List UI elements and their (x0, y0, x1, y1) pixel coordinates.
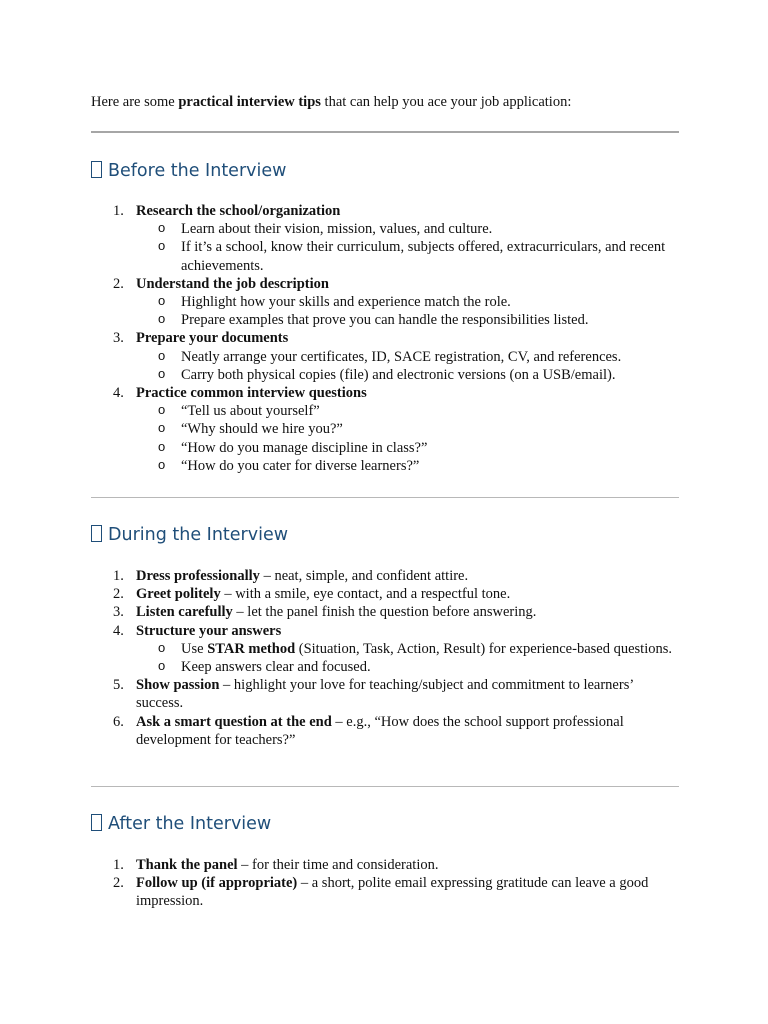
circle-bullet-icon: o (158, 311, 166, 327)
item-text: – highlight your love for teaching/subject and commitment to learners’ success. (136, 677, 634, 712)
item-text: – with a smile, eye contact, and a respectful tone. (220, 586, 511, 603)
list-item (91, 275, 681, 330)
horizontal-rule (91, 131, 679, 133)
list-number: 4. (113, 385, 124, 402)
list-item (91, 202, 681, 275)
item-title: Show passion (136, 677, 220, 694)
item-title: Dress professionally (136, 568, 260, 584)
sub-list-item (136, 420, 681, 438)
item-title: Understand the job description (136, 275, 329, 292)
missing-glyph-box-icon (91, 161, 102, 178)
heading-text: Before the Interview (108, 161, 287, 181)
heading-text: During the Interview (108, 525, 289, 545)
item-text: – a short, polite email expressing gratitude can leave a good impression. (136, 875, 649, 910)
circle-bullet-icon: o (158, 293, 166, 309)
item-title: Structure your answers (136, 622, 282, 639)
sub-item-text: Learn about their vision, mission, values, and culture. (181, 221, 493, 238)
list-item (91, 676, 681, 712)
section-heading-during (91, 524, 288, 546)
list-item (91, 585, 681, 603)
horizontal-rule (91, 497, 679, 498)
item-title: Research the school/organization (136, 203, 341, 219)
sub-item-text: (Situation, Task, Action, Result) for experience-based questions. (295, 640, 672, 657)
circle-bullet-icon: o (158, 347, 166, 363)
sub-list-item (136, 640, 681, 658)
item-text: – e.g., “How does the school support professional development for teachers?” (136, 713, 624, 748)
circle-bullet-icon: o (158, 365, 166, 381)
during-list (91, 567, 681, 749)
sub-item-text: If it’s a school, know their curriculum, subjects offered, extracurriculars, and recent achievements. (181, 239, 666, 274)
sub-item-text: “Why should we hire you?” (181, 421, 343, 438)
sub-list-item (136, 220, 681, 238)
missing-glyph-box-icon (91, 525, 102, 542)
heading-text: After the Interview (108, 814, 272, 834)
item-title: Prepare your documents (136, 330, 289, 347)
list-item (91, 329, 681, 384)
list-item (91, 567, 681, 585)
sub-list-item (136, 457, 681, 475)
sub-list-item (136, 311, 681, 329)
sub-list-item (136, 348, 681, 366)
sub-list (136, 640, 681, 676)
intro-bold-text: practical interview tips (178, 94, 321, 110)
item-title: Practice common interview questions (136, 385, 367, 402)
circle-bullet-icon: o (158, 658, 166, 674)
list-number: 6. (113, 713, 124, 730)
intro-text-end: that can help you ace your job application: (320, 94, 572, 110)
intro-text: Here are some (91, 94, 179, 110)
after-list (91, 856, 681, 911)
sub-list-item (136, 238, 681, 274)
list-number: 1. (113, 203, 124, 219)
item-text: – neat, simple, and confident attire. (259, 568, 469, 584)
sub-item-text: Use (181, 640, 208, 657)
sub-item-bold: STAR method (207, 640, 296, 657)
sub-item-text: “How do you cater for diverse learners?” (181, 457, 420, 474)
before-list (91, 202, 681, 475)
item-title: Thank the panel (136, 857, 238, 873)
list-number: 2. (113, 586, 124, 603)
item-title: Greet politely (136, 586, 221, 603)
sub-list (136, 220, 681, 275)
item-text: – for their time and consideration. (237, 857, 439, 873)
list-item (91, 856, 681, 874)
sub-list (136, 293, 681, 329)
circle-bullet-icon: o (158, 420, 166, 436)
sub-item-text: Keep answers clear and focused. (181, 659, 371, 676)
circle-bullet-icon: o (158, 238, 166, 254)
list-number: 4. (113, 622, 124, 639)
circle-bullet-icon: o (158, 456, 166, 472)
sub-list (136, 348, 681, 384)
circle-bullet-icon: o (158, 402, 166, 418)
list-item (91, 622, 681, 677)
sub-item-text: Neatly arrange your certificates, ID, SACE registration, CV, and references. (181, 348, 622, 365)
intro-paragraph (91, 93, 571, 111)
list-number: 5. (113, 677, 124, 694)
sub-list-item (136, 439, 681, 457)
sub-list-item (136, 658, 681, 676)
item-title: Ask a smart question at the end (136, 713, 332, 730)
item-title: Listen carefully (136, 604, 233, 621)
list-number: 2. (113, 875, 124, 892)
sub-list-item (136, 366, 681, 384)
list-item (91, 603, 681, 621)
section-heading-after (91, 813, 271, 835)
list-number: 3. (113, 330, 124, 347)
list-number: 3. (113, 604, 124, 621)
item-title: Follow up (if appropriate) (136, 875, 298, 892)
list-number: 2. (113, 275, 124, 292)
list-item (91, 874, 681, 910)
list-number: 1. (113, 857, 124, 873)
sub-item-text: Carry both physical copies (file) and electronic versions (on a USB/email). (181, 366, 616, 383)
sub-item-text: “Tell us about yourself” (181, 403, 320, 420)
sub-item-text: Prepare examples that prove you can handle the responsibilities listed. (181, 312, 589, 329)
horizontal-rule (91, 786, 679, 787)
sub-item-text: “How do you manage discipline in class?” (181, 439, 428, 456)
sub-list-item (136, 402, 681, 420)
list-number: 1. (113, 568, 124, 584)
circle-bullet-icon: o (158, 639, 166, 655)
item-text: – let the panel finish the question before answering. (232, 604, 537, 621)
list-item (91, 713, 681, 749)
sub-list-item (136, 293, 681, 311)
missing-glyph-box-icon (91, 814, 102, 831)
list-item (91, 384, 681, 475)
section-heading-before (91, 160, 286, 182)
sub-item-text: Highlight how your skills and experience match the role. (181, 294, 511, 311)
sub-list (136, 402, 681, 475)
circle-bullet-icon: o (158, 220, 166, 236)
circle-bullet-icon: o (158, 438, 166, 454)
